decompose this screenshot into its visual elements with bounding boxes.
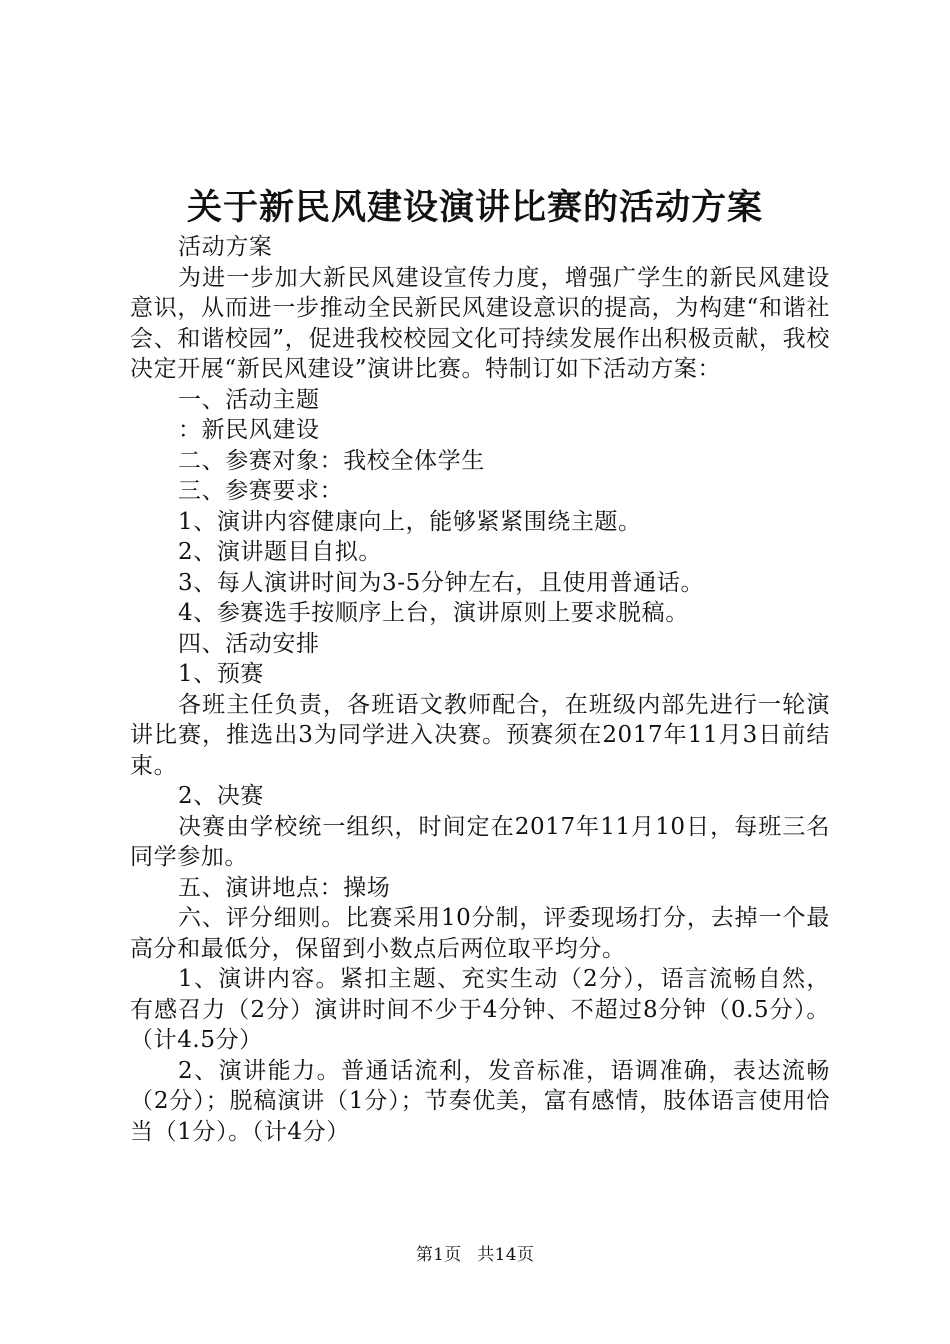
document-body [130,232,830,1147]
section-heading-theme: 一、活动主题 [178,386,320,413]
paragraph-subtitle: 活动方案 [178,234,273,260]
page-number: 第1页 [415,1245,462,1265]
subheading-preliminary: 1、预赛 [178,661,265,687]
section-heading-schedule: 四、活动安排 [178,630,320,657]
subheading-final: 2、决赛 [178,783,265,809]
paragraph-intro: 为进一步加大新民风建设宣传力度，增强广学生的新民风建设意识，从而进一步推动全民新民风建设意识的提高，为构建“和谐社会、和谐校园”，促进我校校园文化可持续发展作出积极贡献，我校决定开展“新民风建设”演讲比赛。特制订如下活动方案： [130,264,830,382]
section-heading-requirements: 三、参赛要求： [178,478,344,504]
list-item-scoring-2: 2、演讲能力。普通话流利，发音标准，语调准确，表达流畅（2分）；脱稿演讲（1分）；节奏优美，富有感情，肢体语言使用恰当（1分）。（计4分） [130,1057,830,1145]
list-item-requirement-2: 2、演讲题目自拟。 [178,539,383,565]
list-item-requirement-4: 4、参赛选手按顺序上台，演讲原则上要求脱稿。 [178,600,689,626]
list-item-requirement-1: 1、演讲内容健康向上，能够紧紧围绕主题。 [178,508,642,535]
section-heading-venue: 五、演讲地点：操场 [178,874,391,901]
list-item-requirement-3: 3、每人演讲时间为3-5分钟左右，且使用普通话。 [178,569,705,596]
list-item-scoring-1: 1、演讲内容。紧扣主题、充实生动（2分），语言流畅自然，有感召力（2分）演讲时间不少于4分钟、不超过8分钟（0.5分）。（计4.5分） [130,966,830,1053]
paragraph-theme-value: ：新民风建设 [178,417,320,443]
page-footer [0,1243,950,1267]
document-title: 关于新民风建设演讲比赛的活动方案 [186,187,763,228]
paragraph-preliminary: 各班主任负责，各班语文教师配合，在班级内部先进行一轮演讲比赛，推选出3为同学进入决赛。预赛须在2017年11月3日前结束。 [130,691,830,779]
section-heading-scoring: 六、评分细则。比赛采用10分制，评委现场打分，去掉一个最高分和最低分，保留到小数点后两位取平均分。 [130,905,830,962]
paragraph-final: 决赛由学校统一组织，时间定在2017年11月10日，每班三名同学参加。 [130,813,830,870]
page-total: 共14页 [477,1245,535,1265]
section-heading-participants: 二、参赛对象：我校全体学生 [178,447,485,474]
